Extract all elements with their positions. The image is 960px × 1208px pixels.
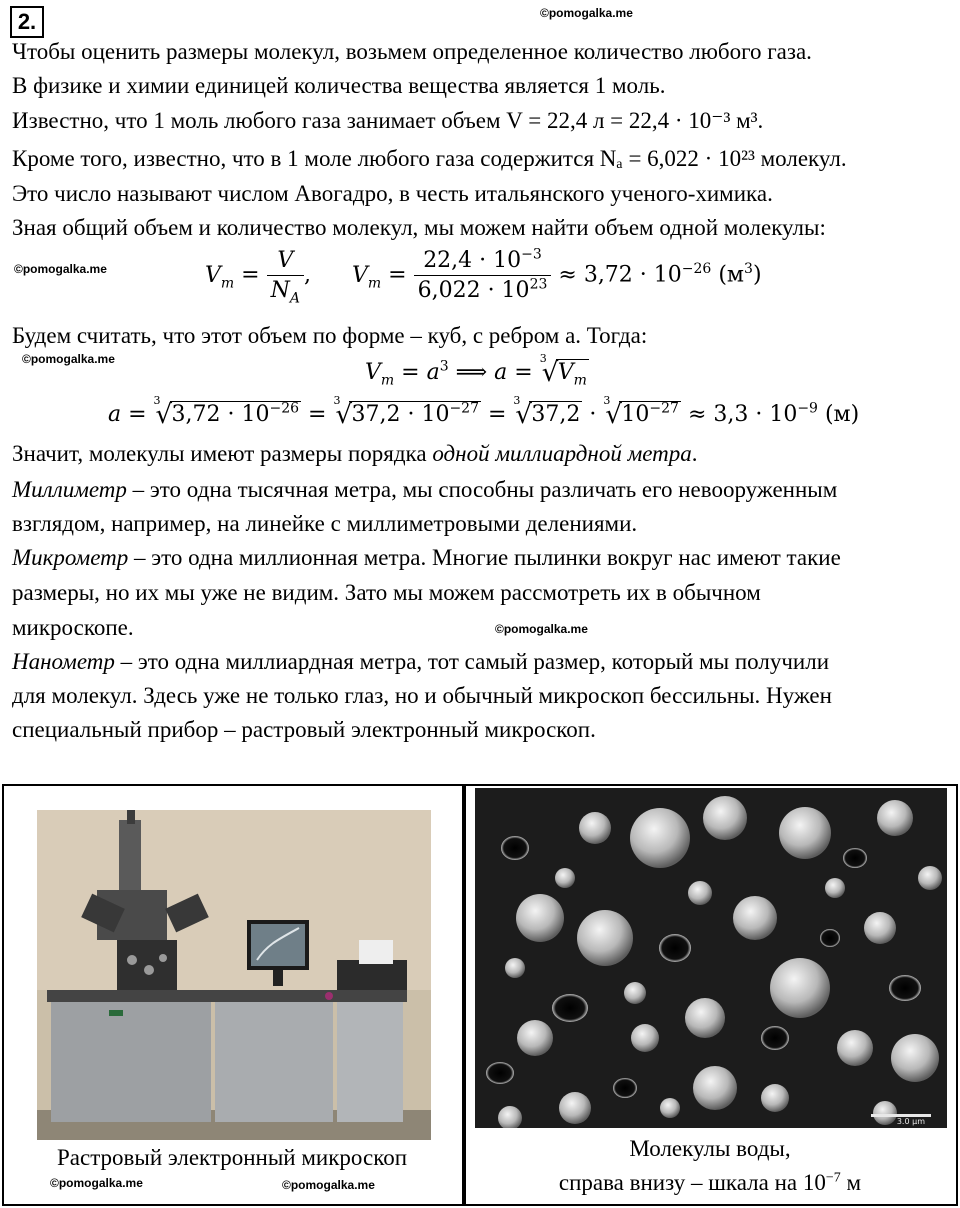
watermark: ©pomogalka.me bbox=[22, 352, 115, 366]
scale-bar-label: 3.0 µm bbox=[896, 1117, 925, 1126]
text-line: Зная общий объем и количество молекул, мы можем найти объем одной молекулы: bbox=[12, 215, 826, 240]
text-line: для молекул. Здесь уже не только глаз, но и обычный микроскоп бессильны. Нужен bbox=[12, 683, 832, 708]
watermark: ©pomogalka.me bbox=[50, 1176, 143, 1190]
formula-molecule-volume: $V_m$ = $\frac{V}{N_A}$ , bbox=[205, 248, 311, 307]
formula-edge: a = √ 3 $3,72 \cdot 10^{-26}$ = √ 3 $37,2 \cdot 10^{-27}$ = √ 3 37,2 · √ 3 $10^{-27} \approx 3,3 \cdot 10^{-9}$ (м) bbox=[108, 402, 859, 427]
watermark: ©pomogalka.me bbox=[14, 262, 107, 276]
text-line: Известно, что 1 моль любого газа занимает объем V = 22,4 л = 22,4 · 10⁻³ м³. bbox=[12, 108, 764, 133]
text-line: Микрометр – это одна миллионная метра. Многие пылинки вокруг нас имеют такие bbox=[12, 545, 841, 570]
left-figure-caption: Растровый электронный микроскоп bbox=[56, 1145, 408, 1170]
text-line: размеры, но их мы уже не видим. Зато мы можем рассмотреть их в обычном bbox=[12, 580, 761, 605]
watermark: ©pomogalka.me bbox=[495, 622, 588, 636]
text-line: Кроме того, известно, что в 1 моле любого газа содержится Nₐ = 6,022 · 10²³ молекул. bbox=[12, 146, 847, 171]
right-figure-caption-line1: Молекулы воды, bbox=[629, 1136, 791, 1161]
text-line: В физике и химии единицей количества вещества является 1 моль. bbox=[12, 73, 666, 98]
microscope-photo bbox=[37, 810, 431, 1140]
text-line: специальный прибор – растровый электронный микроскоп. bbox=[12, 717, 596, 742]
text-line: Нанометр – это одна миллиардная метра, тот самый размер, который мы получили bbox=[12, 649, 830, 674]
text-line: Это число называют числом Авогадро, в честь итальянского ученого-химика. bbox=[12, 181, 773, 206]
task-number: 2. bbox=[10, 6, 44, 38]
sem-photo bbox=[475, 788, 947, 1128]
text-line: Будем считать, что этот объем по форме – куб, с ребром a. Тогда: bbox=[12, 323, 648, 348]
formula-cube: $V_m = a^3$ ⟹ a = √ 3 $V_m$ bbox=[365, 360, 589, 385]
right-figure-caption-line2: справа внизу – шкала на $10^{-7}$ м bbox=[558, 1170, 862, 1195]
text-line: Чтобы оценить размеры молекул, возьмем определенное количество любого газа. bbox=[12, 39, 812, 64]
watermark: ©pomogalka.me bbox=[540, 6, 633, 20]
text-line: микроскопе. bbox=[12, 615, 134, 640]
formula-molecule-volume-value: $V_m$ = $\frac{22,4 \cdot 10^{-3}}{6,022 \cdot 10^{23}}$ ≈ $3,72 \cdot 10^{-26}$ $(м^3)$ bbox=[352, 246, 762, 303]
text-line: взглядом, например, на линейке с миллиметровыми делениями. bbox=[12, 511, 638, 536]
text-line: Значит, молекулы имеют размеры порядка одной миллиардной метра. bbox=[12, 441, 698, 466]
text-line: Миллиметр – это одна тысячная метра, мы способны различать его невооруженным bbox=[12, 477, 838, 502]
watermark: ©pomogalka.me bbox=[282, 1178, 375, 1192]
